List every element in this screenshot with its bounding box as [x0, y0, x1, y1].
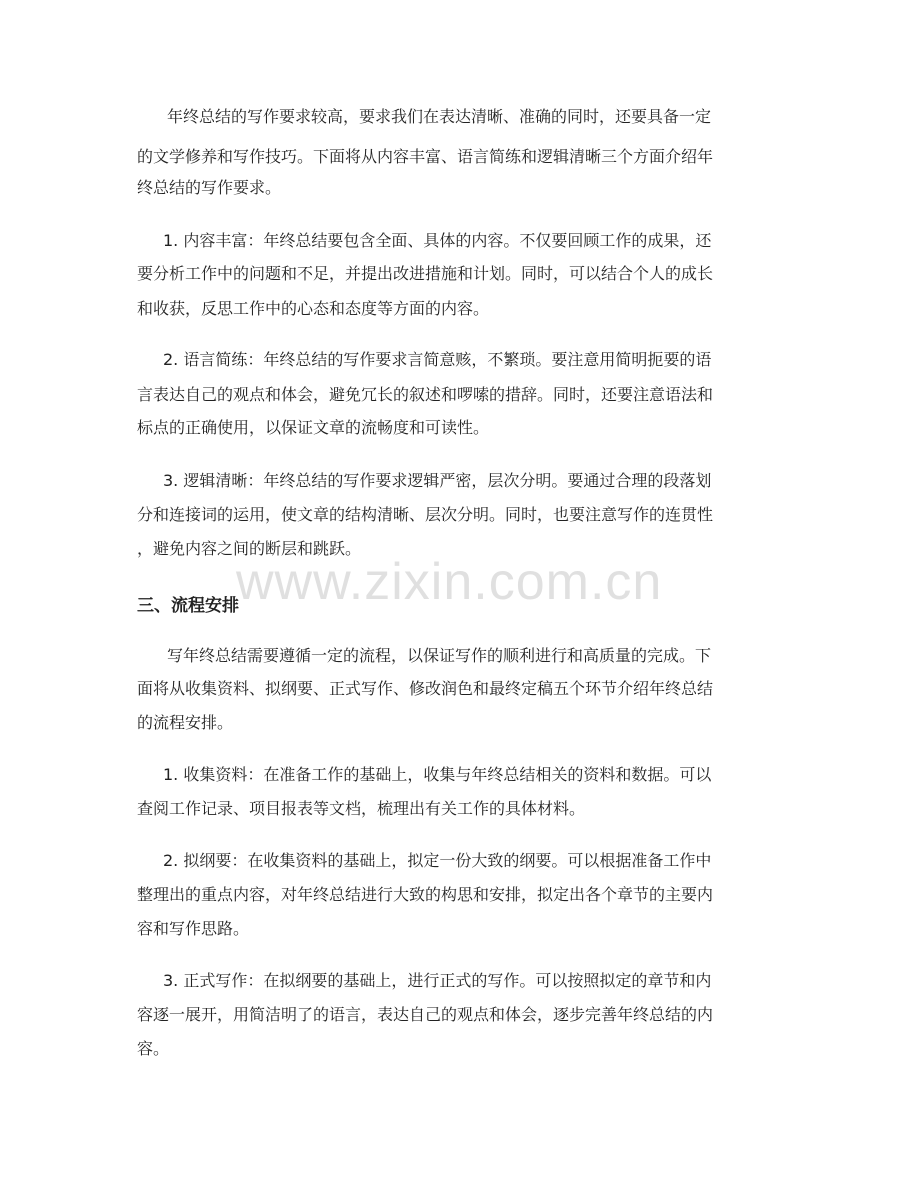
- paragraph-line: 整理出的重点内容，对年终总结进行大致的构思和安排，拟定出各个章节的主要内: [137, 885, 714, 904]
- paragraph-line: 容。: [137, 1039, 170, 1058]
- paragraph-line: 查阅工作记录、项目报表等文档，梳理出有关工作的具体材料。: [137, 799, 586, 818]
- paragraph-line: ，避免内容之间的断层和跳跃。: [137, 539, 362, 558]
- paragraph-line: 年终总结的写作要求较高，要求我们在表达清晰、准确的同时，还要具备一定: [167, 107, 712, 126]
- paragraph-line: 容和写作思路。: [137, 919, 250, 938]
- watermark: www.zixin.com.cn: [236, 553, 663, 611]
- paragraph-line: 面将从收集资料、拟纲要、正式写作、修改润色和最终定稿五个环节介绍年终总结: [137, 679, 714, 698]
- paragraph-line: 的流程安排。: [137, 713, 234, 732]
- paragraph-line: 言表达自己的观点和体会，避免冗长的叙述和啰嗦的措辞。同时，还要注意语法和: [137, 385, 714, 404]
- paragraph-line: 终总结的写作要求。: [137, 178, 282, 197]
- paragraph-line: 2. 拟纲要：在收集资料的基础上，拟定一份大致的纲要。可以根据准备工作中: [163, 851, 712, 870]
- paragraph-line: 容逐一展开，用简洁明了的语言，表达自己的观点和体会，逐步完善年终总结的内: [137, 1005, 714, 1024]
- paragraph-line: 2. 语言简练：年终总结的写作要求言简意赅，不繁琐。要注意用简明扼要的语: [163, 350, 712, 369]
- paragraph-line: 和收获，反思工作中的心态和态度等方面的内容。: [137, 299, 490, 318]
- paragraph-line: 写年终总结需要遵循一定的流程，以保证写作的顺利进行和高质量的完成。下: [167, 646, 712, 665]
- section-heading: 三、流程安排: [137, 596, 239, 616]
- paragraph-line: 分和连接词的运用，使文章的结构清晰、层次分明。同时，也要注意写作的连贯性: [137, 505, 714, 524]
- paragraph-line: 3. 逻辑清晰：年终总结的写作要求逻辑严密，层次分明。要通过合理的段落划: [163, 471, 712, 490]
- paragraph-line: 标点的正确使用，以保证文章的流畅度和可读性。: [137, 418, 490, 437]
- paragraph-line: 1. 内容丰富：年终总结要包含全面、具体的内容。不仅要回顾工作的成果，还: [163, 231, 712, 250]
- paragraph-line: 要分析工作中的问题和不足，并提出改进措施和计划。同时，可以结合个人的成长: [137, 264, 714, 283]
- paragraph-line: 的文学修养和写作技巧。下面将从内容丰富、语言简练和逻辑清晰三个方面介绍年: [137, 147, 714, 166]
- paragraph-line: 3. 正式写作：在拟纲要的基础上，进行正式的写作。可以按照拟定的章节和内: [163, 971, 712, 990]
- paragraph-line: 1. 收集资料：在准备工作的基础上，收集与年终总结相关的资料和数据。可以: [163, 765, 712, 784]
